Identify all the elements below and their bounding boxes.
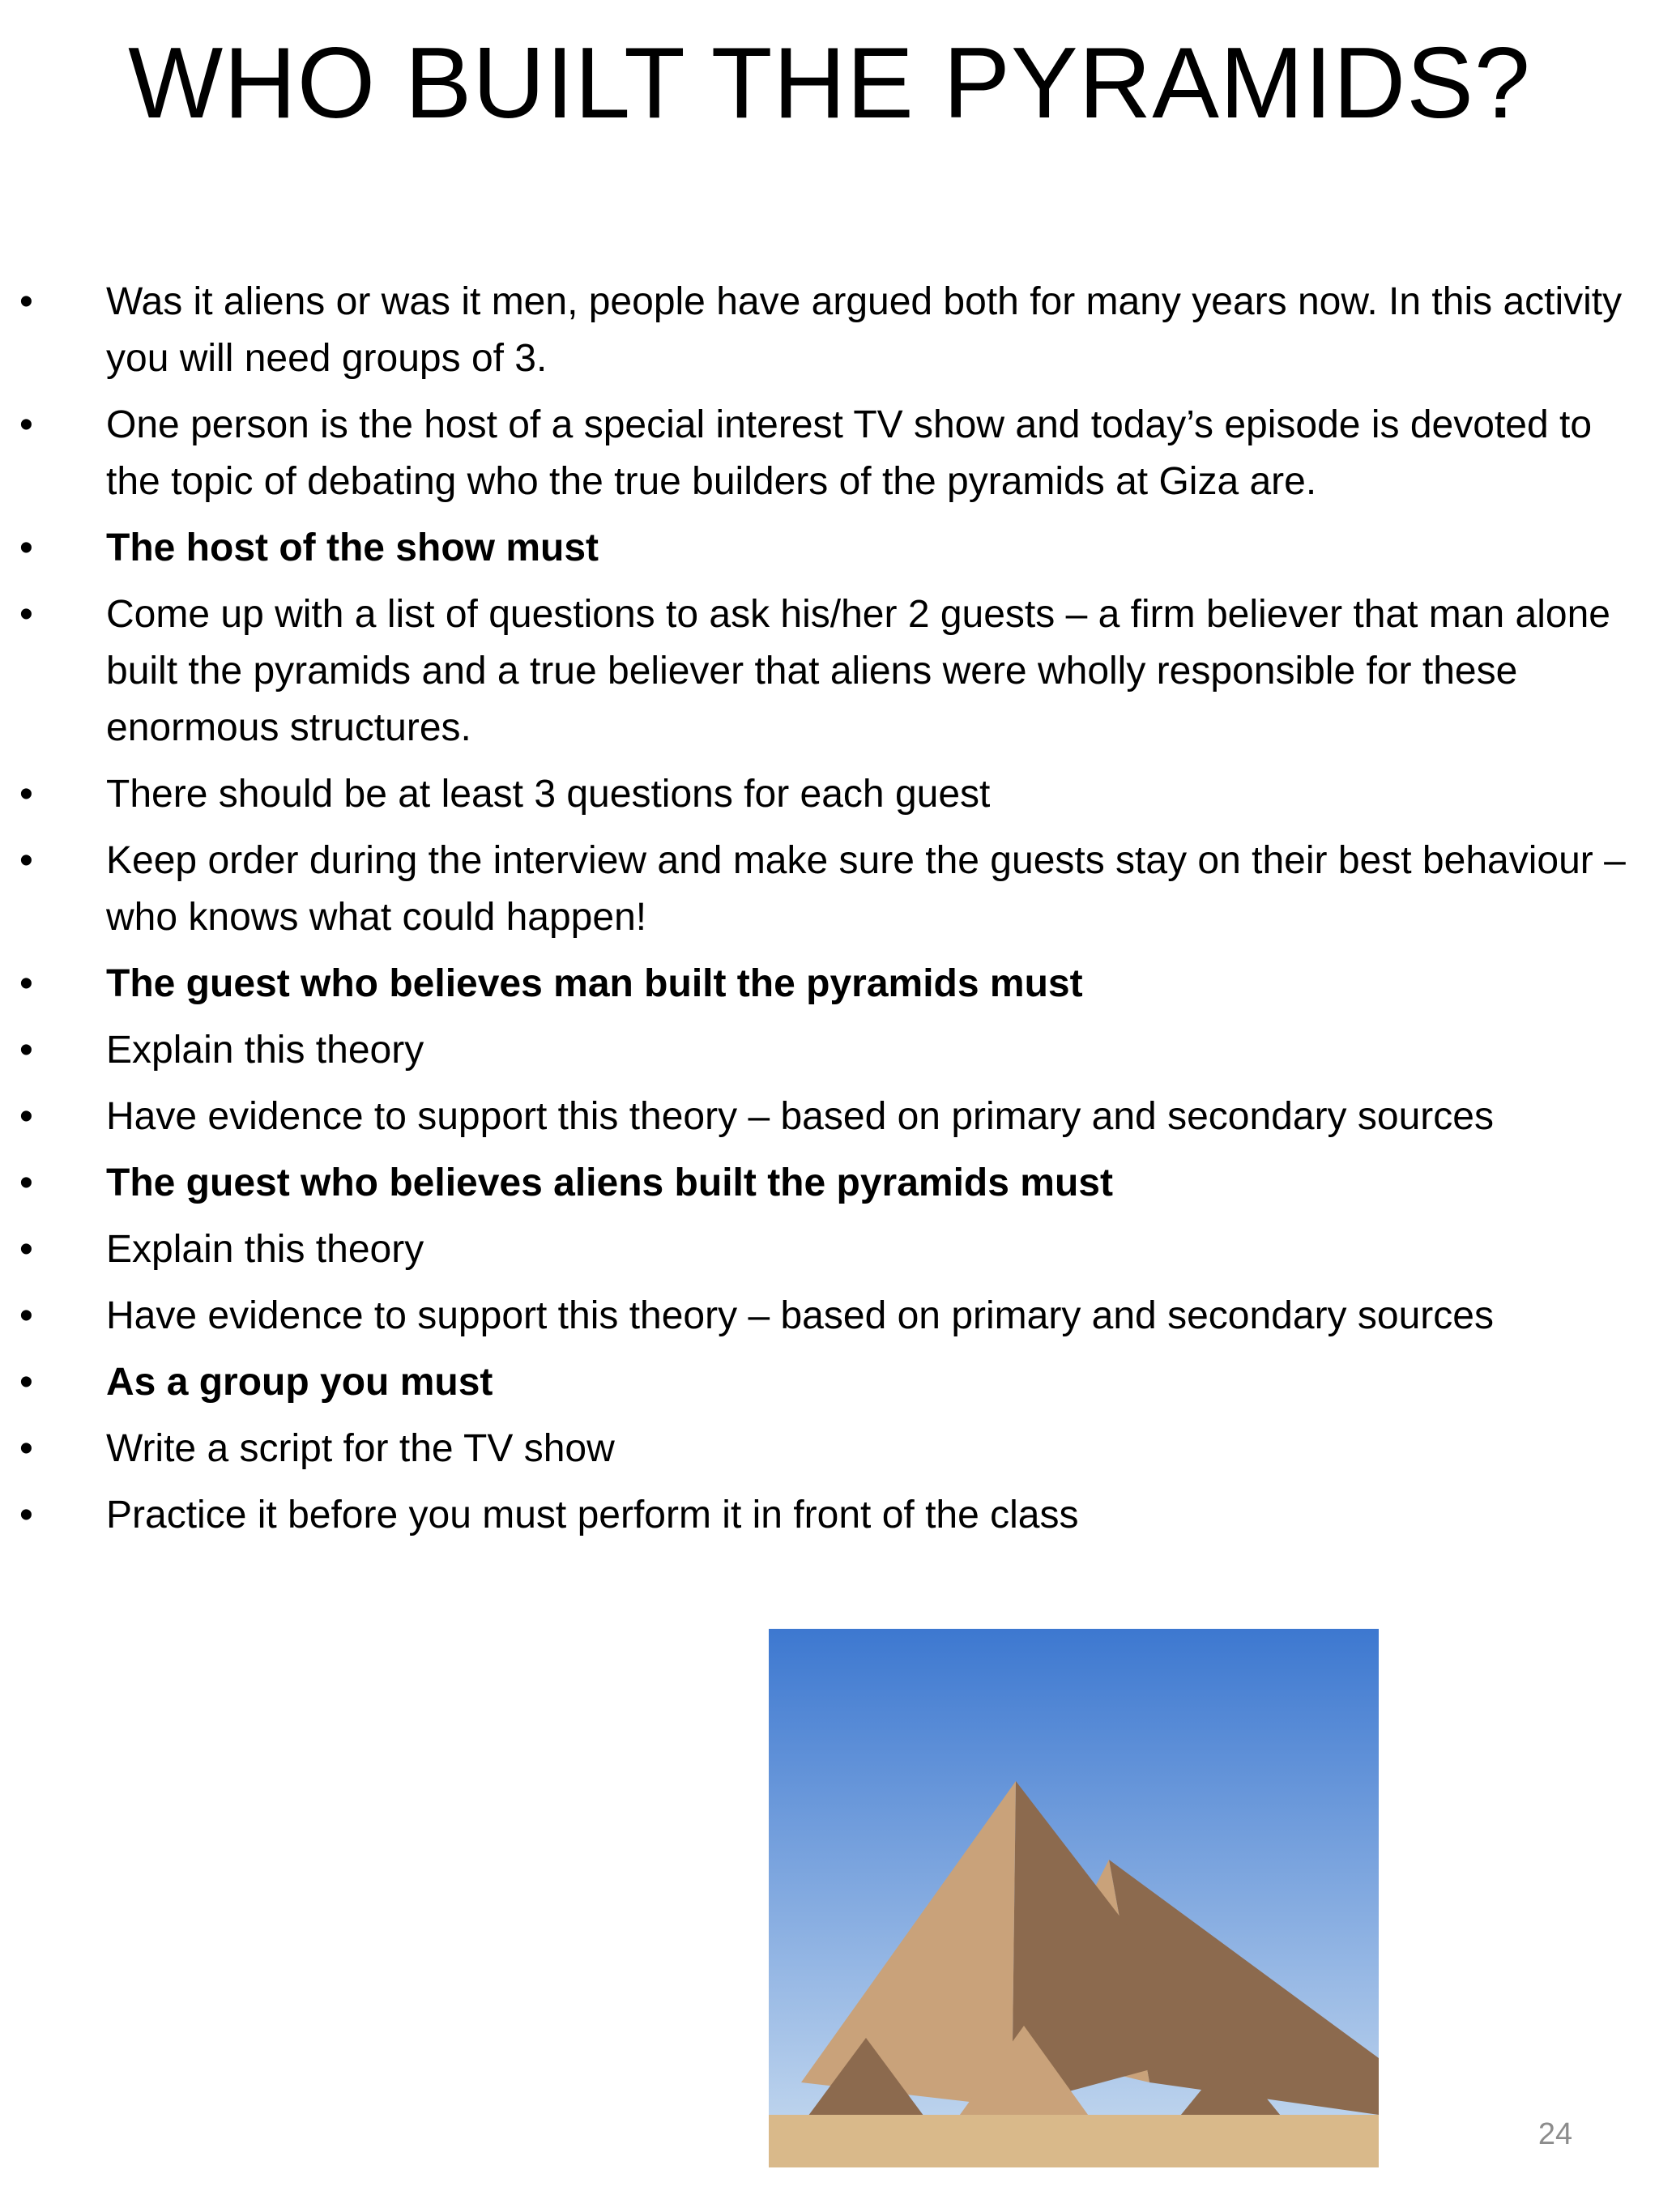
bullet-text: One person is the host of a special interest TV show and today’s episode is devoted to the topic of debating who the true builders of the pyramids at Giza are. [106, 403, 1593, 503]
bullet-heading-text: The guest who believes aliens built the pyramids must [106, 1161, 1113, 1204]
bullet-icon: • [19, 1361, 33, 1404]
bullet-icon: • [19, 773, 33, 816]
bullet-item [0, 397, 1659, 510]
bullet-icon: • [19, 1095, 33, 1138]
bullet-icon: • [19, 1427, 33, 1470]
bullet-text: Come up with a list of questions to ask his/her 2 guests – a firm believer that man alone built the pyramids and a true believer that aliens were wholly responsible for these enormous structures. [106, 593, 1610, 749]
bullet-icon: • [19, 593, 33, 636]
bullet-item-heading [0, 1354, 1659, 1411]
bullet-icon: • [19, 1029, 33, 1072]
bullet-icon: • [19, 526, 33, 569]
bullet-text: Keep order during the interview and make sure the guests stay on their best behaviour – who knows what could happen! [106, 839, 1626, 939]
bullet-icon: • [19, 1294, 33, 1337]
bullet-item [0, 1421, 1659, 1477]
bullet-text: Write a script for the TV show [106, 1427, 615, 1470]
bullet-list [0, 274, 1659, 1554]
bullet-item [0, 833, 1659, 946]
slide-title: WHO BUILT THE PYRAMIDS? [128, 28, 1531, 139]
bullet-heading-text: As a group you must [106, 1361, 493, 1404]
bullet-heading-text: The guest who believes man built the pyramids must [106, 962, 1083, 1005]
bullet-text: There should be at least 3 questions for each guest [106, 773, 991, 816]
bullet-text: Explain this theory [106, 1029, 424, 1072]
bullet-text: Practice it before you must perform it in front of the class [106, 1494, 1079, 1536]
bullet-icon: • [19, 839, 33, 882]
bullet-icon: • [19, 962, 33, 1005]
bullet-text: Have evidence to support this theory – based on primary and secondary sources [106, 1294, 1494, 1337]
pyramids-photo [769, 1629, 1379, 2167]
bullet-item [0, 1089, 1659, 1145]
bullet-icon: • [19, 403, 33, 446]
bullet-item-heading [0, 956, 1659, 1012]
bullet-item [0, 1022, 1659, 1079]
bullet-text: Was it aliens or was it men, people have argued both for many years now. In this activity you will need groups of 3. [106, 280, 1623, 380]
bullet-item-heading [0, 1155, 1659, 1212]
bullet-item [0, 586, 1659, 757]
bullet-item [0, 1221, 1659, 1278]
bullet-heading-text: The host of the show must [106, 526, 599, 569]
bullet-text: Have evidence to support this theory – based on primary and secondary sources [106, 1095, 1494, 1138]
page-number: 24 [1537, 2117, 1573, 2151]
bullet-item [0, 274, 1659, 387]
bullet-icon: • [19, 280, 33, 323]
bullet-icon: • [19, 1161, 33, 1204]
desert-sand [769, 2115, 1379, 2167]
bullet-item [0, 1487, 1659, 1544]
bullet-item [0, 766, 1659, 823]
bullet-item [0, 1288, 1659, 1345]
bullet-text: Explain this theory [106, 1228, 424, 1271]
bullet-icon: • [19, 1494, 33, 1536]
bullet-item-heading [0, 520, 1659, 577]
bullet-icon: • [19, 1228, 33, 1271]
